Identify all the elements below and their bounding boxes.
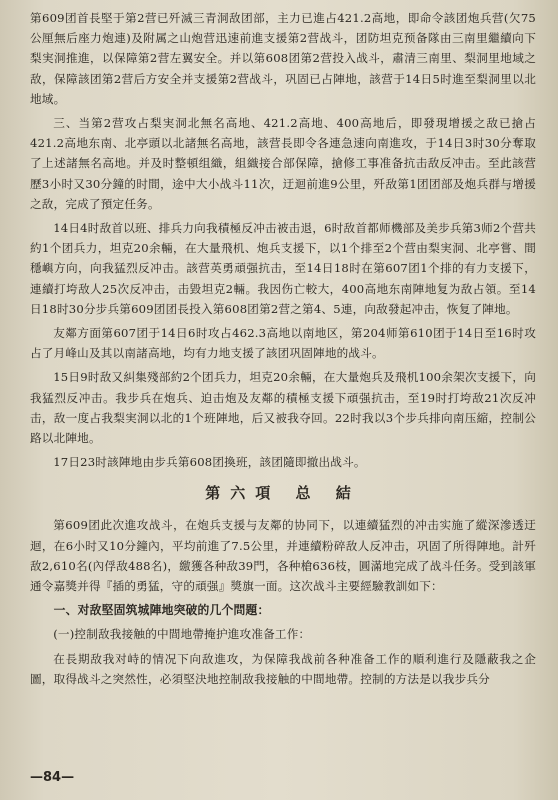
subheading-1: 一、对敌堅固筑城陣地突破的几个問題： (53, 603, 270, 618)
paragraph-5: 15日9时敌又糾集殘部約2个团兵力，坦克20余輛，在大量炮兵及飛机100余架次支援下，向我猛烈反冲击。我步兵在炮兵、迫击炮及友鄰的積極支援下頑强抗击，至19时打垮敌21次反冲击，敌一度占我梨実洞以北的1个班陣地，后又被我夺回。22时我以3个步兵排向南压縮，控制公路以北陣地。 (30, 370, 536, 446)
paragraph-2: 三、当第2营攻占梨実洞北無名高地、421.2高地、400高地后，即發現增援之敌已搶占421.2高地东南、北亭頭以北諸無名高地，該营長即令各連急速向南進攻，于14日3时30分奪取了上述諸無名高地。并及时整頓组織，組織接合部保障，搶修工事准备抗击敌反冲击。至此該营歷3小时又30分鐘的时間，途中大小战斗11次，迂迴前進9公里，歼敌第1团团部及炮兵群与增援之敌，完成了預定任务。 (30, 116, 536, 211)
paragraph-4: 友鄰方面第607团于14日6时攻占462.3高地以南地区，第204师第610团于14日至16时攻占了月峰山及其以南諸高地，均有力地支援了該团巩固陣地的战斗。 (30, 326, 536, 361)
paragraph-3: 14日4时敌首以班、排兵力向我積極反冲击被击退，6时敌首都师機部及美步兵第3师2个营共約1个团兵力，坦克20余輛，在大量飛机、炮兵支援下，以1个排至2个营由梨実洞、北亭嘗、間穩嶼方向，向我猛烈反冲击。該营英勇頑强抗击，至14日18时在第607团1个排的有力支援下，連續打垮敌人25次反冲击，击毀坦克2輛。我因伤亡較大，400高地东南陣地复为敌占領。至14日18时30分步兵第609团团長投入第608团第2营之第4、5連，向敌發起冲击，恢复了陣地。 (30, 221, 536, 316)
paragraph-6: 17日23时該陣地由步兵第608团換班，該团隨即撤出战斗。 (53, 455, 366, 470)
page-content (30, 8, 536, 689)
last-paragraph: 在長期敌我对峙的情况下向敌進攻，为保障我战前各种准备工作的順利進行及隱蔽我之企圖，取得战斗之突然性，必須堅決地控制敌我接触的中間地帶。控制的方法是以我步兵分 (30, 651, 536, 686)
summary-paragraph: 第609团此次進攻战斗，在炮兵支援与友鄰的协同下，以連續猛烈的冲击实施了縱深滲透迂迴，在6小时又10分鐘內，平均前進了7.5公里，并連續粉碎敌人反冲击，巩固了所得陣地。計歼敌2,610名(內俘敌488名)，繳獲各种敌39門，各种槍636枝，圓滿地完成了战斗任务。受到該軍通令嘉獎并得『插的勇猛，守的頑强』獎旗一面。这次战斗主要經驗教訓如下： (30, 518, 536, 594)
section-title: 第六項 总 結 (205, 484, 361, 503)
paragraph-1: 第609团首長堅于第2营已歼滅三青洞敌团部，主力已進占421.2高地，即命令該团炮兵营(欠75公厘無后座力炮連)及附属之山炮营迅速前進支援第2营战斗，团防坦克预备隊由三南里繼續向下梨実洞推進，以保障第2营左翼安全。并以第608团第2营投入战斗，肅清三南里、梨洞里地域之敌，保障該团第2营后方安全并支援第2营战斗，巩固已占陣地，該营于14日5时進至梨洞里以北地域。 (30, 11, 536, 106)
page-number: —84— (30, 770, 75, 785)
subheading-2: (一)控制敌我接触的中間地帶掩护進攻准备工作： (53, 627, 311, 642)
